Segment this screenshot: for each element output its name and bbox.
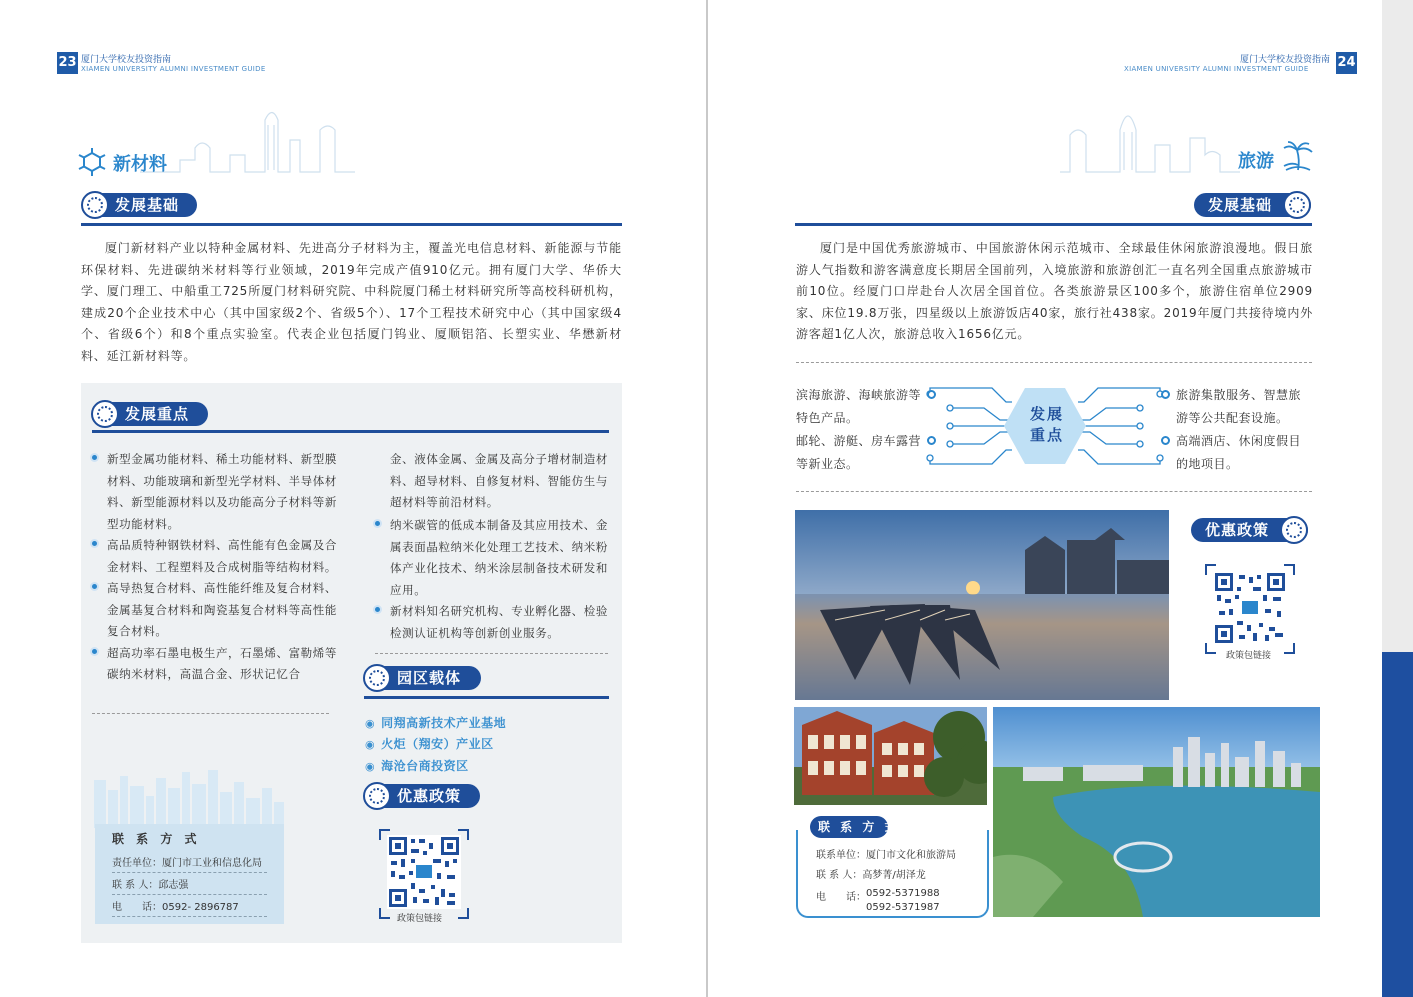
historic-building-photo (794, 707, 987, 805)
list-item: 新材料知名研究机构、专业孵化器、检验检测认证机构等创新创业服务。 (375, 601, 608, 644)
hub-center-label: 发展 重点 (1029, 405, 1064, 444)
gear-icon (363, 782, 391, 810)
left-guide-title-cn: 厦门大学校友投资指南 (81, 55, 172, 65)
left-guide-title-en: XIAMEN UNIVERSITY ALUMNI INVESTMENT GUIDE (81, 65, 266, 73)
molecule-icon (77, 147, 107, 177)
basis-text-left: 厦门新材料产业以特种金属材料、先进高分子材料为主，覆盖光电信息材料、新能源与节能环保材料、先进碳纳米材料等行业领域，2019年完成产值910亿元。拥有厦门大学、华侨大学、厦门理工、中船重工725所厦门材料研究院、中科院厦门稀土材料研究所等高校科研机构，建成20个企业技术中心（其中国家级2个、省级5个）、17个工程技术研究中心（其中国家级4个、省级6个）和8个重点实验室。代表企业包括厦门钨业、厦顺铝箔、长塑实业、华懋新材料、延江新材料等。 (81, 241, 622, 363)
contact-phone-2: 0592-5371987 (866, 902, 940, 913)
contact-unit-right: 联系单位：厦门市文化和旅游局 (816, 850, 956, 861)
hub-left-item: 滨海旅游、海峡旅游等特色产品。 (796, 388, 922, 425)
hub-bullet (1161, 436, 1170, 445)
divider (796, 491, 1312, 492)
focus-rule (92, 430, 609, 433)
city-skyline-outline (140, 100, 355, 178)
focus-list-left (92, 449, 337, 686)
qr-caption-right: 政策包链接 (1226, 651, 1272, 661)
list-item: 纳米碳管的低成本制备及其应用技术、金属表面晶粒纳米化处理工艺技术、纳米粉体产业化技术、纳米涂层制备技术研发和应用。 (375, 515, 608, 601)
page-gutter (706, 0, 708, 997)
list-item: 新型金属功能材料、稀土功能材料、新型膜材料、功能玻璃和新型光学材料、半导体材料、新型能源材料以及功能高分子材料等新型功能材料。 (92, 449, 337, 535)
section-title-tourism: 旅游 (1238, 151, 1274, 172)
contact-phone-left: 电 话：0592- 2896787 (112, 898, 267, 917)
section-title-new-materials: 新材料 (113, 154, 167, 175)
list-item: 高导热复合材料、高性能纤维及复合材料、金属基复合材料和陶瓷基复合材料等高性能复合材料。 (92, 578, 337, 643)
contact-person-left: 联 系 人：邱志强 (112, 876, 267, 895)
list-item: 高品质特种钢铁材料、高性能有色金属及合金材料、工程塑料及合成树脂等结构材料。 (92, 535, 337, 578)
section-rule (81, 223, 622, 226)
contact-phone-1: 0592-5371988 (866, 888, 940, 899)
gear-icon (1283, 191, 1311, 219)
city-skyline-outline (1060, 100, 1240, 178)
page-edge-tab-accent (1382, 652, 1413, 997)
list-item: 超高功率石墨电极生产，石墨烯、富勒烯等碳纳米材料，高温合金、形状记忆合 (92, 643, 337, 686)
park-item: ◉ 同翔高新技术产业基地 (365, 714, 506, 731)
divider (796, 362, 1312, 363)
dragon-boat-sunset-photo (795, 510, 1169, 700)
basis-label-right: 发展基础 (1194, 193, 1311, 217)
qr-code[interactable] (387, 835, 461, 909)
section-rule (795, 223, 1312, 226)
policy-label-right: 优惠政策 (1191, 518, 1308, 542)
hub-bullet (1161, 390, 1170, 399)
divider (92, 713, 329, 714)
basis-text-right: 厦门是中国优秀旅游城市、中国旅游休闲示范城市、全球最佳休闲旅游浪漫地。假日旅游人气指数和游客满意度长期居全国前列，入境旅游和旅游创汇一直名列全国重点旅游城市前10位。经厦门口岸赴台人次居全国首位。各类旅游景区100多个，旅游住宿单位2909家、床位19.8万张，四星级以上旅游饭店40家，旅行社438家。2019年厦门共接待境内外游客超1亿人次，旅游总收入1656亿元。 (796, 241, 1313, 342)
contact-phone-label: 电 话： (816, 892, 866, 903)
focus-list-right (375, 515, 608, 644)
focus-label: 发展重点 (92, 402, 208, 426)
right-guide-title-cn: 厦门大学校友投资指南 (1240, 55, 1331, 65)
gear-icon (81, 191, 109, 219)
contact-title-right: 联 系 方 式 (810, 816, 888, 838)
hub-right-item: 高端酒店、休闲度假目的地项目。 (1176, 434, 1302, 471)
divider (375, 653, 608, 654)
contact-box-left (95, 824, 284, 924)
contact-unit-left: 责任单位：厦门市工业和信息化局 (112, 854, 267, 873)
city-aerial-photo (993, 707, 1320, 917)
hub-left-item: 邮轮、游艇、房车露营等新业态。 (796, 434, 922, 471)
hub-bullet (927, 390, 936, 399)
gear-icon (1280, 516, 1308, 544)
park-item: ◉ 海沧台商投资区 (365, 757, 469, 774)
policy-label-left: 优惠政策 (364, 784, 480, 808)
right-page-number: 24 (1336, 52, 1357, 74)
contact-title-left: 联 系 方 式 (112, 832, 201, 846)
contact-person-right: 联 系 人：高梦菁/胡泽龙 (816, 870, 926, 881)
park-label: 园区载体 (364, 666, 481, 690)
city-skyline-silhouette (94, 768, 284, 828)
right-guide-title-en: XIAMEN UNIVERSITY ALUMNI INVESTMENT GUIDE (1124, 65, 1309, 73)
basis-label-left: 发展基础 (82, 193, 197, 217)
focus-list-continued: 金、液体金属、金属及高分子增材制造材料、超导材料、自修复材料、智能仿生与超材料等前沿材料。 (390, 452, 608, 509)
qr-code[interactable] (1213, 571, 1287, 645)
hub-right-item: 旅游集散服务、智慧旅游等公共配套设施。 (1176, 388, 1302, 425)
left-page-number: 23 (57, 52, 78, 74)
gear-icon (91, 400, 119, 428)
hub-bullet (927, 436, 936, 445)
park-item: ◉ 火炬（翔安）产业区 (365, 735, 494, 752)
qr-caption-left: 政策包链接 (397, 914, 443, 924)
palm-tree-icon (1282, 140, 1314, 172)
park-rule (364, 696, 609, 699)
gear-icon (363, 664, 391, 692)
